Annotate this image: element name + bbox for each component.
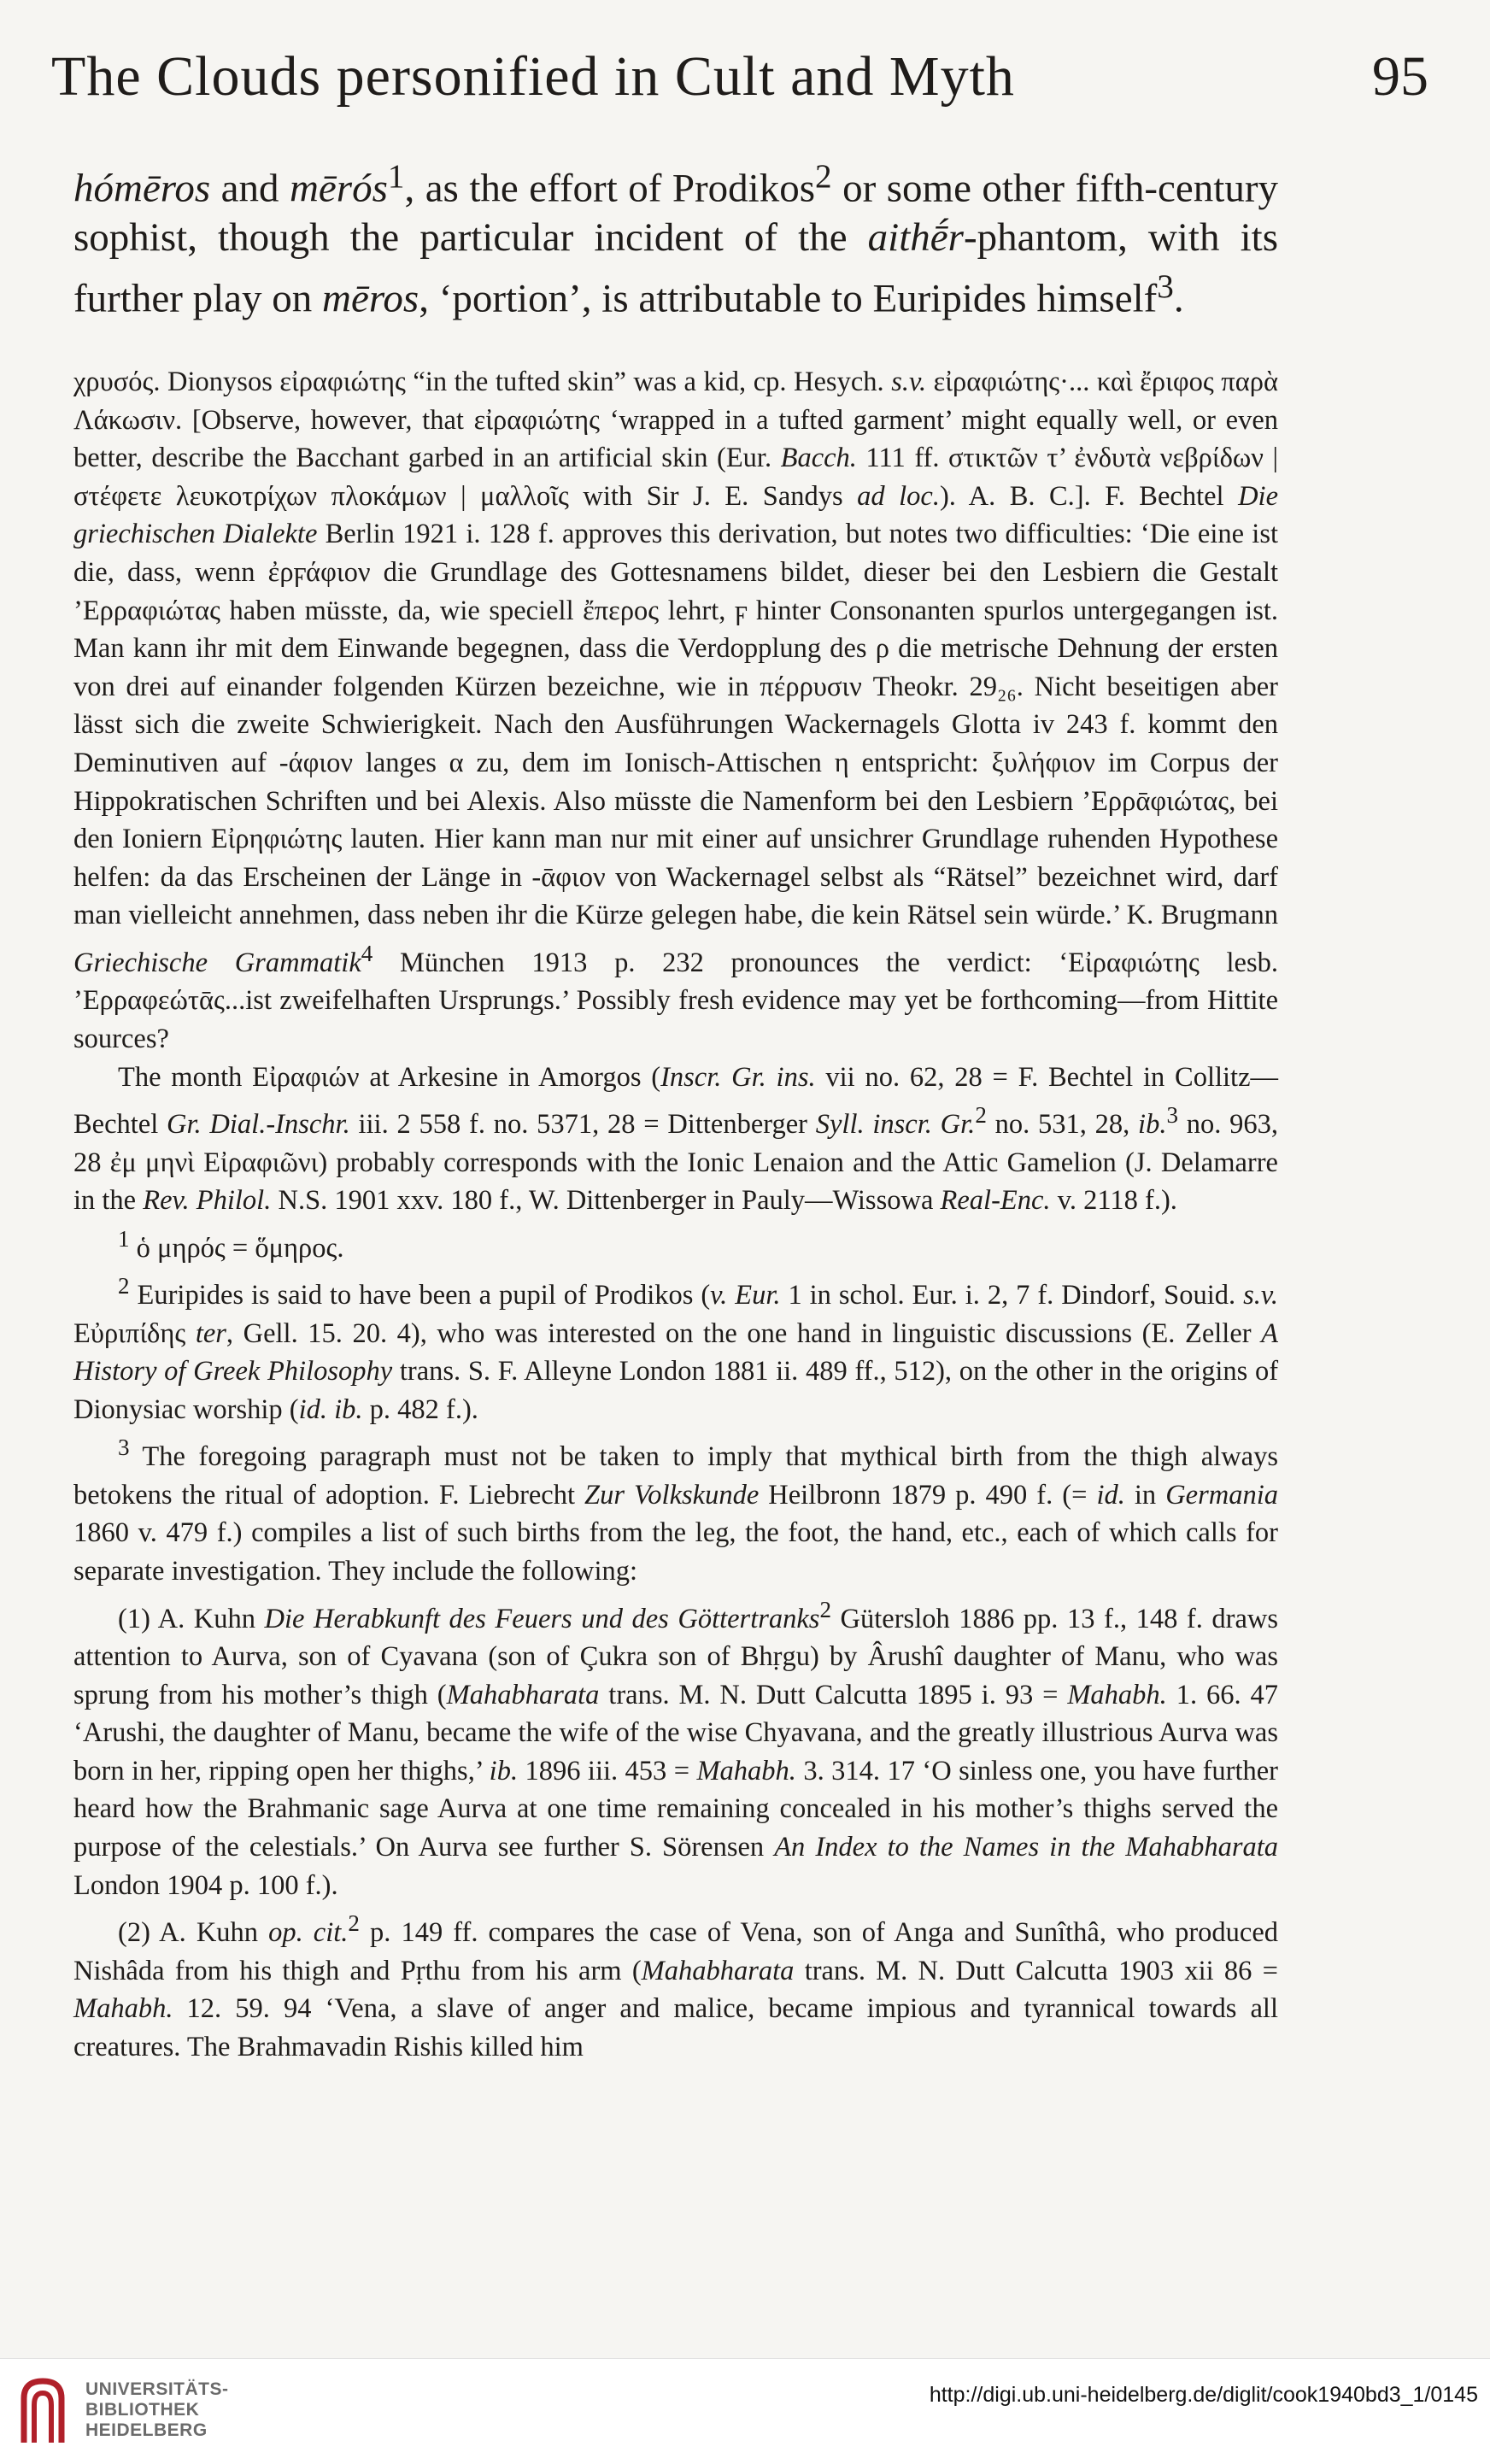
footnote-3: $^3$ The foregoing paragraph must not be taken to imply that mythical birth from the thigh always betokens the ritual of adoption. F. Liebrecht Zur Volkskunde Heilbronn 1879 p. 490 f. (= id. in Germania 1860 v. 479 f.) compiles a list of such births from the leg, the foot, the hand, etc., each of which calls for separate investigation. They include the following: xyxy=(73,1434,1278,1587)
footnote-continuation: χρυσός. Dionysos εἰραφιώτης “in the tufted skin” was a kid, cp. Hesych. s.v. εἰραφιώτης·... καὶ ἔριφος παρὰ Λάκωσιν. [Observe, however, that εἰραφιώτης ‘wrapped in a tufted garment’ might equally well, or even better, describe the Bacchant garbed in an artificial skin (Eur. Bacch. 111 ff. στικτῶν τ’ ἐνδυτὰ νεβρίδων | στέφετε λευκοτρίχων πλοκάμων | μαλλοῖς with Sir J. E. Sandys ad loc.). A. B. C.]. F. Bechtel Die griechischen Dialekte Berlin 1921 i. 128 f. approves this derivation, but notes two difficulties: ‘Die eine ist die, dass, wenn ἐρϝάφιον die Grundlage des Gottesnamens bildet, dieser bei den Lesbiern die Gestalt ’Ερραφιώτας haben müsste, da, wie speciell ἔπερος lehrt, ϝ hinter Consonanten spurlos untergegangen ist. Man kann ihr mit dem Einwande begegnen, dass die Verdopplung des ρ die metrische Dehnung der ersten von drei auf einander folgenden Kürzen bezeichne, wie in πέρρυσιν Theokr. 29₂₆. Nicht beseitigen aber lässt sich die zweite Schwierigkeit. Nach den Ausführungen Wackernagels Glotta iv 243 f. kommt den Deminutiven auf -άφιον langes α zu, dem im Ionisch-Attischen η entspricht: ξυλήφιον im Corpus der Hippokratischen Schriften und bei Alexis. Also müsste die Namenform bei den Lesbiern ’Ερρᾱφιώτας, bei den Ioniern Εἰρηφιώτης lauten. Hier kann man nur mit einer auf unsichrer Grundlage ruhenden Hypothese helfen: da das Erscheinen der Länge in -ᾱφιον von Wackernagel selbst als “Rätsel” bezeichnet wird, darf man vielleicht annehmen, dass neben ihr die Kürze gelegen habe, die kein Rätsel sein würde.’ K. Brugmann Griechische Grammatik$^4$ München 1913 p. 232 pronounces the verdict: ‘Εἰραφιώτης lesb. ’Ερραφεώτᾱς...ist zweifelhaften Ursprungs.’ Possibly fresh evidence may yet be forthcoming—from Hittite sources? xyxy=(73,367,1279,1054)
library-logo-icon xyxy=(17,2376,68,2446)
footnote-3-item-2: (2) A. Kuhn op. cit.$^2$ p. 149 ff. compares the case of Vena, son of Anga and Sunîthâ, who produced Nishâda from his thigh and Pṛthu from his arm (Mahabharata trans. M. N. Dutt Calcutta 1903 xii 86 = Mahabh. 12. 59. 94 ‘Vena, a slave of anger and malice, became impious and tyrannical towards all creatures. The Brahmavadin Rishis killed him xyxy=(73,1910,1278,2062)
running-header xyxy=(51,44,1439,121)
main-text xyxy=(73,152,1278,323)
page-number: 95 xyxy=(1372,45,1428,108)
library-logo-text: UNIVERSITÄTS- BIBLIOTHEK HEIDELBERG xyxy=(85,2379,229,2440)
footnote-paragraph-month: The month Εἰραφιών at Arkesine in Amorgos (Inscr. Gr. ins. vii no. 62, 28 = F. Bechtel in Collitz—Bechtel Gr. Dial.-Inschr. iii. 2 558 f. no. 5371, 28 = Dittenberger Syll. inscr. Gr.$^2$ no. 531, 28, ib.$^3$ no. 963, 28 ἐμ μηνὶ Εἰραφιῶνι) probably corresponds with the Ionic Lenaion and the Attic Gamelion (J. Delamarre in the Rev. Philol. N.S. 1901 xxv. 180 f., W. Dittenberger in Pauly—Wissowa Real-Enc. v. 2118 f.). xyxy=(73,1061,1279,1217)
footnote-2: $^2$ Euripides is said to have been a pupil of Prodikos (v. Eur. 1 in schol. Eur. i. 2, 7 f. Dindorf, Souid. s.v. Εὐριπίδης ter, Gell. 15. 20. 4), who was interested on the one hand in linguistic discussions (E. Zeller A History of Greek Philosophy trans. S. F. Alleyne London 1881 ii. 489 ff., 512), on the other in the origins of Dionysiac worship (id. ib. p. 482 f.). xyxy=(73,1273,1279,1425)
footnote-1: $^1$ ὁ μηρός = ὅμηρος. xyxy=(118,1225,344,1264)
footnote-3-item-1: (1) A. Kuhn Die Herabkunft des Feuers und des Göttertranks$^2$ Gütersloh 1886 pp. 13 f., 148 f. draws attention to Aurva, son of Cyavana (son of Çukra son of Bhṛgu) by Ârushî daughter of Manu, who was sprung from his mother’s thigh (Mahabharata trans. M. N. Dutt Calcutta 1895 i. 93 = Mahabh. 1. 66. 47 ‘Arushi, the daughter of Manu, became the wife of the wise Chyavana, and the greatly illustrious Aurva was born in her, ripping open her thighs,’ ib. 1896 iii. 453 = Mahabh. 3. 314. 17 ‘O sinless one, you have further heard how the Brahmanic sage Aurva at one time remaining concealed in his mother’s thighs served the purpose of the celestials.’ On Aurva see further S. Sörensen An Index to the Names in the Mahabharata London 1904 p. 100 f.). xyxy=(73,1596,1279,1901)
page-title: The Clouds personified in Cult and Myth xyxy=(51,45,1015,108)
main-paragraph: hómēros and mērós$^1$, as the effort of Prodikos$^2$ or some other fifth-century sophist, though the particular incident of the aithḗr-phantom, with its further play on mēros, ‘portion’, is attributable to Euripides himself$^3$. xyxy=(73,158,1279,321)
footnotes xyxy=(73,363,1278,2066)
permalink-url[interactable]: http://digi.ub.uni-heidelberg.de/diglit/cook1940bd3_1/0145 xyxy=(929,2383,1478,2407)
viewer-footer xyxy=(0,2358,1490,2464)
